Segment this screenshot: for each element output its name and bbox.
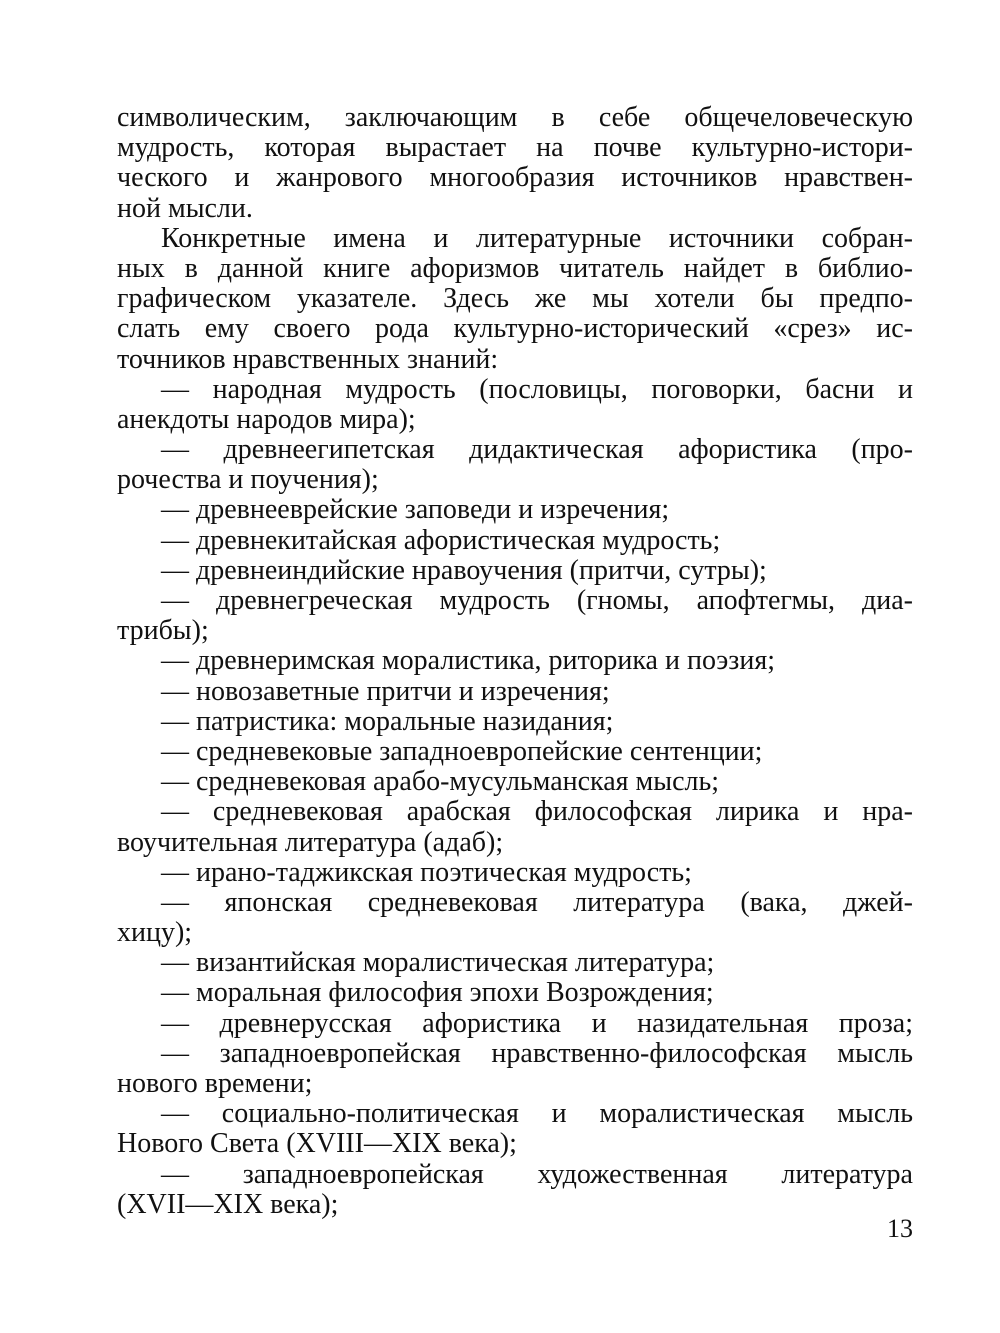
list-item: — западноевропейская художественная литература — [161, 1158, 913, 1190]
text-line: трибы); — [117, 615, 209, 647]
text-line: анекдоты народов мира); — [117, 403, 416, 435]
text-line: (XVII—XIX века); — [117, 1188, 339, 1220]
list-item: — древнеиндийские нравоучения (притчи, сутры); — [161, 554, 767, 586]
text-line: символическим, заключающим в себе общечеловеческую — [117, 102, 913, 133]
text-line: воучительная литература (адаб); — [117, 826, 504, 858]
list-item: — древнееврейские заповеди и изречения; — [161, 494, 670, 526]
list-item: — ирано-таджикская поэтическая мудрость; — [161, 856, 692, 888]
text-line: слать ему своего рода культурно-исторический «срез» ис- — [117, 313, 913, 345]
list-item: — народная мудрость (пословицы, поговорки, басни и — [161, 373, 913, 405]
list-item: — древнеегипетская дидактическая афористика (про- — [161, 434, 913, 466]
list-item: — патристика: моральные назидания; — [161, 705, 614, 737]
list-item: — средневековые западноевропейские сентенции; — [161, 735, 763, 767]
text-line: ной мысли. — [117, 192, 253, 224]
body-text — [117, 103, 913, 1220]
text-line: точников нравственных знаний: — [117, 343, 499, 375]
text-line: ческого и жанрового многообразия источников нравствен- — [117, 162, 913, 194]
list-item: — социально-политическая и моралистическая мысль — [161, 1098, 913, 1130]
list-item: — древнеримская моралистика, риторика и поэзия; — [161, 645, 776, 677]
list-item: — средневековая арабская философская лирика и нра- — [161, 796, 913, 828]
list-item: — средневековая арабо-мусульманская мысль; — [161, 766, 720, 798]
list-item: — древнегреческая мудрость (гномы, апофтегмы, диа- — [161, 585, 913, 616]
text-line: нового времени; — [117, 1068, 313, 1099]
text-line: ных в данной книге афоризмов читатель найдет в библио- — [117, 252, 913, 284]
text-line: Нового Света (XVIII—XIX века); — [117, 1128, 517, 1160]
list-item: — древнекитайская афористическая мудрость; — [161, 524, 721, 556]
list-item: — новозаветные притчи и изречения; — [161, 675, 610, 707]
text-line: мудрость, которая вырастает на почве культурно-истори- — [117, 132, 913, 164]
text-line: Конкретные имена и литературные источники собран- — [161, 222, 913, 254]
text-line: рочества и поучения); — [117, 464, 379, 496]
text-line: хицу); — [117, 917, 193, 949]
list-item: — моральная философия эпохи Возрождения; — [161, 977, 714, 1009]
list-item: — древнерусская афористика и назидательная проза; — [161, 1007, 913, 1039]
list-item: — западноевропейская нравственно-философская мысль — [161, 1037, 913, 1069]
list-item: — японская средневековая литература (вака, джей- — [161, 886, 913, 918]
list-item: — византийская моралистическая литература; — [161, 947, 715, 979]
text-line: графическом указателе. Здесь же мы хотели бы предпо- — [117, 283, 913, 315]
page-number: 13 — [887, 1214, 913, 1243]
